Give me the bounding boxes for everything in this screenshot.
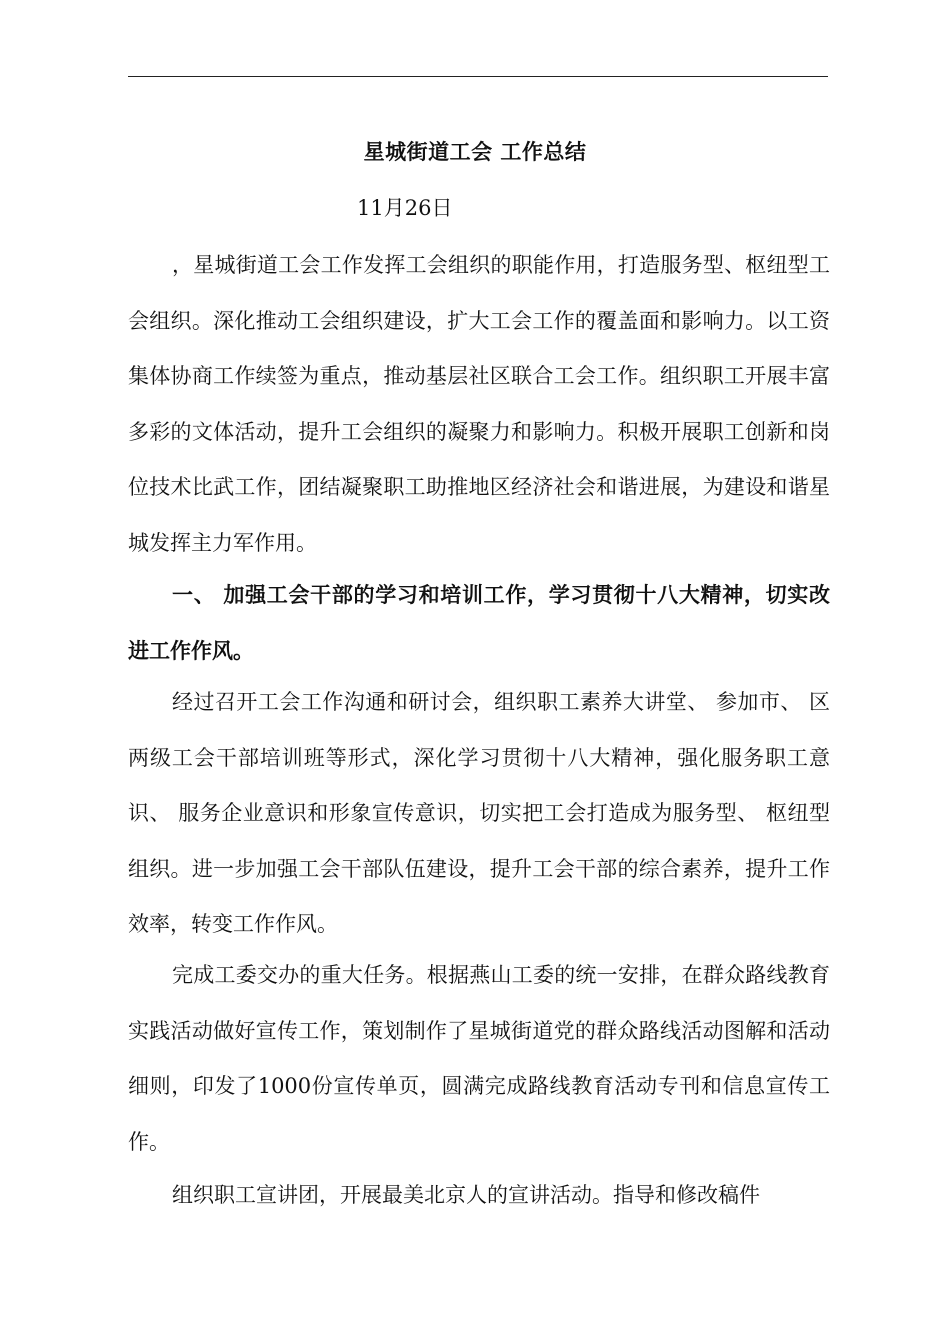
paragraph-lecture: 组织职工宣讲团，开展最美北京人的宣讲活动。指导和修改稿件 <box>172 1183 760 1207</box>
header-rule <box>128 76 828 77</box>
section-heading-1: 一、 加强工会干部的学习和培训工作，学习贯彻十八大精神，切实改进工作作风。 <box>128 583 830 663</box>
paragraph-training: 经过召开工会工作沟通和研讨会，组织职工素养大讲堂、 参加市、 区两级工会干部培训班等形式，深化学习贯彻十八大精神，强化服务职工意识、 服务企业意识和形象宣传意识，切实把工会打造成为服务型、 枢纽型组织。进一步加强工会干部队伍建设，提升工会干部的综合素养，提升工作效率，转变工作作风。 <box>128 690 830 936</box>
document-title: 星城街道工会 工作总结 <box>363 140 587 164</box>
paragraph-intro: ，星城街道工会工作发挥工会组织的职能作用，打造服务型、枢纽型工会组织。深化推动工会组织建设，扩大工会工作的覆盖面和影响力。以工资集体协商工作续签为重点，推动基层社区联合工会工作。组织职工开展丰富多彩的文体活动，提升工会组织的凝聚力和影响力。积极开展职工创新和岗位技术比武工作，团结凝聚职工助推地区经济社会和谐进展，为建设和谐星城发挥主力军作用。 <box>128 253 830 555</box>
document-date: 11月26日 <box>357 196 453 220</box>
paragraph-tasks: 完成工委交办的重大任务。根据燕山工委的统一安排，在群众路线教育实践活动做好宣传工作，策划制作了星城街道党的群众路线活动图解和活动细则，印发了1000份宣传单页，圆满完成路线教育活动专刊和信息宣传工作。 <box>128 963 830 1154</box>
